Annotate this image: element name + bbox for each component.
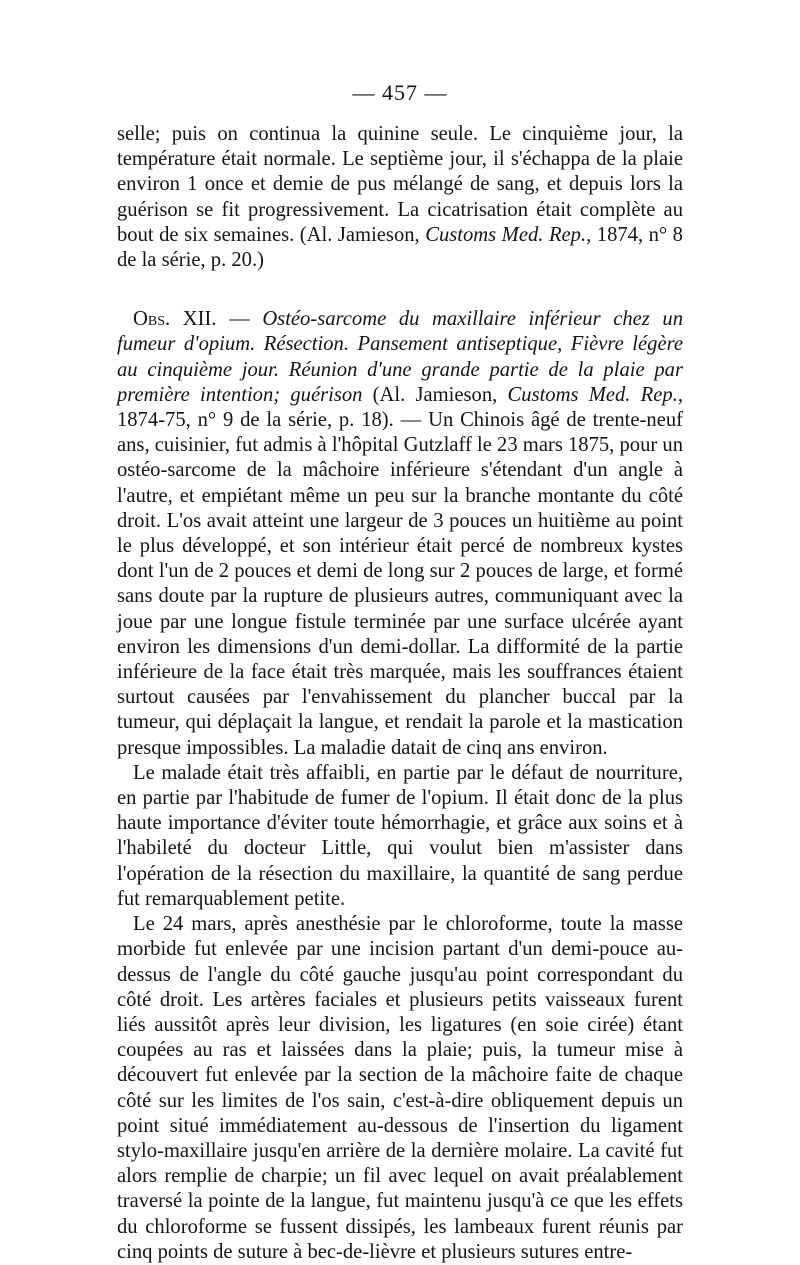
book-page [117,78,683,1265]
citation-details: 1874, n° 8 de la série, p. 20.) [117,223,683,272]
observation-title: Ostéo-sarcome du maxillaire inférieur chez un fumeur d'opium. Résection. Pansement antiseptique, Fièvre légère au cinquième jour. Réunion d'une grande partie de la plaie par première intention; guérison [117,308,684,406]
observation-text: 1874-75, n° 9 de la série, p. 18). — Un Chinois âgé de trente-neuf ans, cuisinier, fut admis à l'hôpital Gutzlaff le 23 mars 1875, pour un ostéo-sarcome de la mâchoire inférieure s'étendant d'un angle à l'autre, et empiétant même un peu sur la branche montante du côté droit. L'os avait atteint une largeur de 3 pouces un huitième au point le plus développé, et son intérieur était percé de nombreux kystes dont l'un de 2 pouces et demi de long sur 2 pouces de large, et formé sans doute par la rupture de plusieurs autres, communiquant avec la joue par une longue fistule terminée par une surface ulcérée ayant environ les dimensions d'un demi-dollar. La difformité de la partie inférieure de la face était très marquée, mais les souffrances étaient surtout causées par l'envahissement du plancher buccal par la tumeur, qui déplaçait la langue, et rendait la parole et la mastication presque impossibles. La maladie datait de cinq ans environ. [117,409,683,759]
source-citation: Customs Med. Rep., [425,223,592,246]
source-citation: Customs Med. Rep., [507,383,683,406]
page-body [117,122,683,1265]
observation-author: (Al. Jamieson, [362,383,508,406]
page-number: — 457 — [352,80,448,105]
paragraph: Le 24 mars, après anesthésie par le chloroforme, toute la masse morbide fut enlevée par une incision partant d'un demi-pouce au-dessus de l'angle du côté gauche jusqu'au point correspondant du côté droit. Les artères faciales et plusieurs petits vaisseaux furent liés aussitôt après leur division, les ligatures (en soie cirée) étant coupées au ras et laissées dans la plaie; puis, la tumeur mise à découvert fut enlevée par la section de la mâchoire faite de chaque côté sur les limites de l'os sain, c'est-à-dire obliquement depuis un point situé immédiatement au-dessous de l'insertion du ligament stylo-maxillaire jusqu'en arrière de la dernière molaire. La cavité fut alors remplie de charpie; un fil avec lequel on avait préalablement traversé la pointe de la langue, fut maintenu jusqu'à ce que les effets du chloroforme se fussent dissipés, les lambeaux furent réunis par cinq points de suture à bec-de-lièvre et plusieurs sutures entre- [117,913,683,1263]
observation-label: Obs. XII. [133,308,217,331]
observation-paragraph [117,307,683,761]
paragraph-continuation [117,122,683,273]
observation-dash: — [216,308,263,331]
paragraph: Le malade était très affaibli, en partie par le défaut de nourriture, en partie par l'habitude de fumer de l'opium. Il était donc de la plus haute importance d'éviter toute hémorrhagie, et grâce aux soins et à l'habileté du docteur Little, qui voulut bien m'assister dans l'opération de la résection du maxillaire, la quantité de sang perdue fut remarquablement petite. [117,761,683,910]
paragraph-text: selle; puis on continua la quinine seule. Le cinquième jour, la température était normale. Le septième jour, il s'échappa de la plaie environ 1 once et demie de pus mélangé de sang, et depuis lors la guérison se fit progressivement. La cicatrisation était complète au bout de six semaines. (Al. Jamieson, [117,123,683,246]
